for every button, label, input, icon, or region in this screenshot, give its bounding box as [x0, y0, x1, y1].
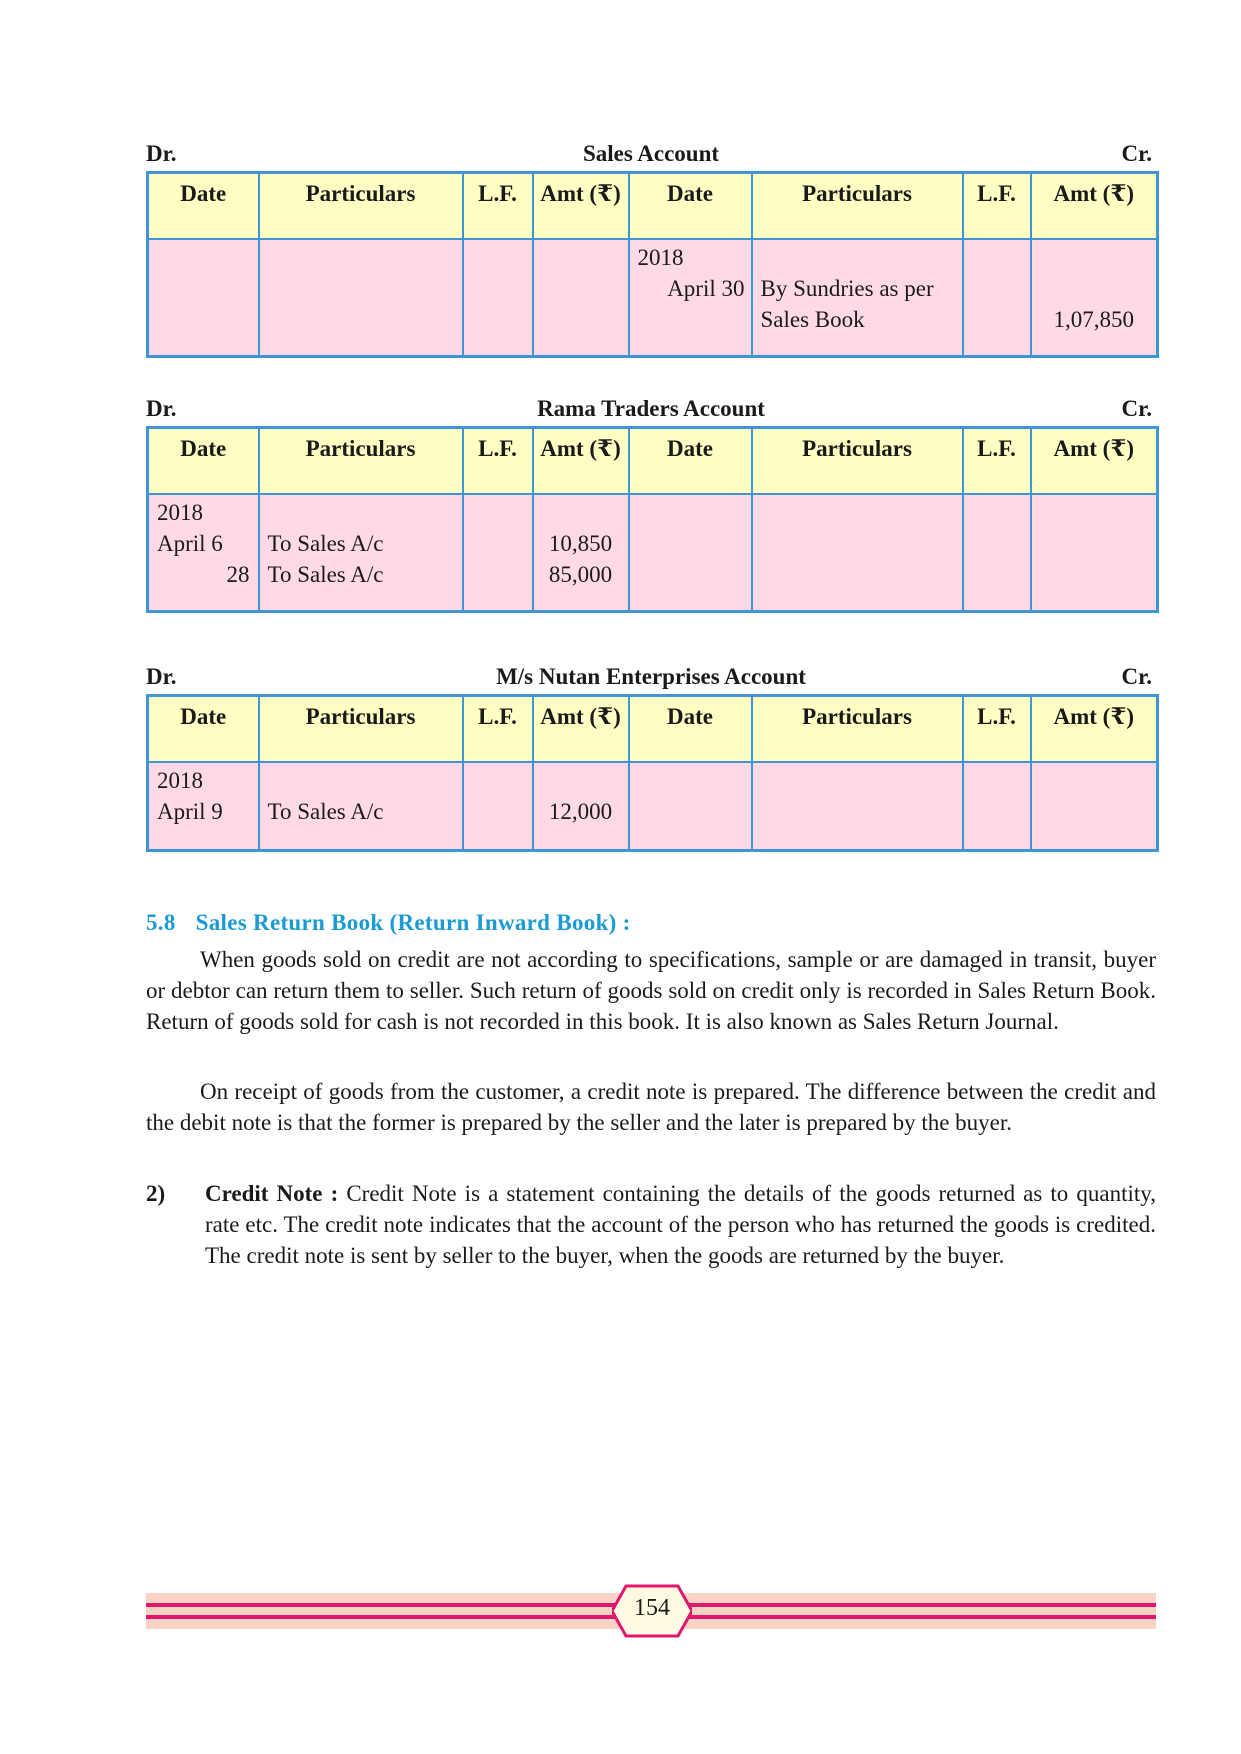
credit-lf-cell [963, 239, 1031, 356]
col-header-lf: L.F. [963, 696, 1031, 763]
spacer [268, 765, 454, 796]
credit-amount-cell [1031, 239, 1158, 356]
dr-label: Dr. [146, 396, 177, 421]
paragraph-text: When goods sold on credit are not according to specifications, sample or are damaged in transit, buyer or debtor can return them to seller. Such return of goods sold on credit only is recorded in Sales Return Book. Return of goods sold for cash is not recorded in this book. It is also known as Sales Return Journal. [146, 947, 1156, 1034]
section-heading [146, 910, 631, 936]
col-header-lf: L.F. [963, 173, 1031, 240]
paragraph [146, 944, 1156, 1037]
entry-particulars: To Sales A/c [267, 799, 384, 824]
ledger-table [146, 426, 1159, 613]
cr-label: Cr. [1121, 396, 1152, 421]
col-header-particulars: Particulars [752, 696, 963, 763]
rama-traders-ledger [146, 396, 1156, 613]
col-header-amount: Amt (₹) [533, 173, 629, 240]
header-row [148, 428, 1158, 495]
credit-lf-cell [963, 494, 1031, 611]
table-row [148, 239, 1158, 356]
col-header-amount: Amt (₹) [533, 428, 629, 495]
col-header-date: Date [148, 696, 259, 763]
credit-lf-cell [963, 762, 1031, 850]
debit-amount-cell [533, 494, 629, 611]
sales-account-ledger [146, 141, 1156, 358]
credit-note-item [146, 1178, 1156, 1271]
entry-amount: 1,07,850 [1053, 307, 1134, 332]
ledger-table [146, 694, 1159, 852]
col-header-amount: Amt (₹) [1031, 696, 1158, 763]
section-title: Sales Return Book (Return Inward Book) : [195, 910, 631, 935]
col-header-amount: Amt (₹) [1031, 173, 1158, 240]
col-header-amount: Amt (₹) [533, 696, 629, 763]
header-row [148, 696, 1158, 763]
debit-particulars-cell [259, 762, 463, 850]
col-header-date: Date [629, 428, 752, 495]
credit-amount-cell [1031, 494, 1158, 611]
entry-amount: 12,000 [548, 799, 613, 824]
debit-amount-cell [533, 762, 629, 850]
entry-date: April 6 [157, 531, 223, 556]
debit-amount-cell [533, 239, 629, 356]
spacer [1040, 242, 1149, 273]
col-header-date: Date [148, 428, 259, 495]
col-header-particulars: Particulars [752, 173, 963, 240]
entry-year: 2018 [157, 500, 203, 525]
debit-lf-cell [463, 494, 533, 611]
col-header-particulars: Particulars [752, 428, 963, 495]
ledger-title: M/s Nutan Enterprises Account [496, 664, 806, 689]
cr-label: Cr. [1121, 141, 1152, 166]
spacer [1040, 273, 1149, 304]
ledger-title: Sales Account [582, 141, 720, 166]
col-header-date: Date [629, 696, 752, 763]
spacer [542, 765, 620, 796]
col-header-particulars: Particulars [259, 428, 463, 495]
table-row [148, 762, 1158, 850]
table-row [148, 494, 1158, 611]
col-header-particulars: Particulars [259, 173, 463, 240]
entry-amount: 10,850 [548, 531, 613, 556]
entry-date: 28 [226, 562, 250, 587]
dr-label: Dr. [146, 664, 177, 689]
nutan-enterprises-ledger [146, 664, 1156, 852]
ledger-table [146, 171, 1159, 358]
ledger-heading [146, 396, 1156, 426]
debit-date-cell [148, 762, 259, 850]
definition: Credit Note is a statement containing the details of the goods returned as to quantity, rate etc. The credit note indicates that the account of the person who has returned the goods is credited. The credit note is sent by seller to the buyer, when the goods are returned by the buyer. [205, 1181, 1156, 1268]
ledger-title: Rama Traders Account [537, 396, 765, 421]
entry-particulars: To Sales A/c [267, 562, 384, 587]
entry-date: April 9 [157, 799, 223, 824]
col-header-lf: L.F. [463, 428, 533, 495]
debit-lf-cell [463, 762, 533, 850]
paragraph [146, 1076, 1156, 1138]
credit-date-cell [629, 762, 752, 850]
dr-label: Dr. [146, 141, 177, 166]
col-header-amount: Amt (₹) [1031, 428, 1158, 495]
credit-amount-cell [1031, 762, 1158, 850]
entry-particulars: By Sundries as per Sales Book [760, 276, 934, 332]
col-header-particulars: Particulars [259, 696, 463, 763]
header-row [148, 173, 1158, 240]
spacer [268, 497, 454, 528]
credit-particulars-cell [752, 239, 963, 356]
ledger-heading [146, 141, 1156, 171]
page-number: 154 [634, 1595, 670, 1621]
col-header-date: Date [629, 173, 752, 240]
credit-particulars-cell [752, 494, 963, 611]
credit-particulars-cell [752, 762, 963, 850]
spacer [761, 242, 954, 273]
entry-amount: 85,000 [548, 562, 613, 587]
credit-note-text [205, 1178, 1156, 1271]
entry-date: April 30 [667, 276, 745, 301]
entry-year: 2018 [637, 245, 684, 270]
col-header-lf: L.F. [463, 173, 533, 240]
cr-label: Cr. [1121, 664, 1152, 689]
ledger-heading [146, 664, 1156, 694]
debit-date-cell [148, 239, 259, 356]
list-number: 2) [146, 1181, 166, 1206]
credit-date-cell [629, 239, 752, 356]
debit-lf-cell [463, 239, 533, 356]
term: Credit Note : [205, 1181, 339, 1206]
section-number: 5.8 [146, 910, 176, 935]
credit-date-cell [629, 494, 752, 611]
spacer [542, 497, 620, 528]
debit-particulars-cell [259, 494, 463, 611]
entry-particulars: To Sales A/c [267, 531, 384, 556]
debit-particulars-cell [259, 239, 463, 356]
debit-date-cell [148, 494, 259, 611]
col-header-date: Date [148, 173, 259, 240]
col-header-lf: L.F. [463, 696, 533, 763]
entry-year: 2018 [157, 768, 203, 793]
page-number-badge [612, 1584, 692, 1638]
col-header-lf: L.F. [963, 428, 1031, 495]
paragraph-text: On receipt of goods from the customer, a credit note is prepared. The difference between the credit and the debit note is that the former is prepared by the seller and the later is prepared by the buyer. [146, 1079, 1156, 1135]
